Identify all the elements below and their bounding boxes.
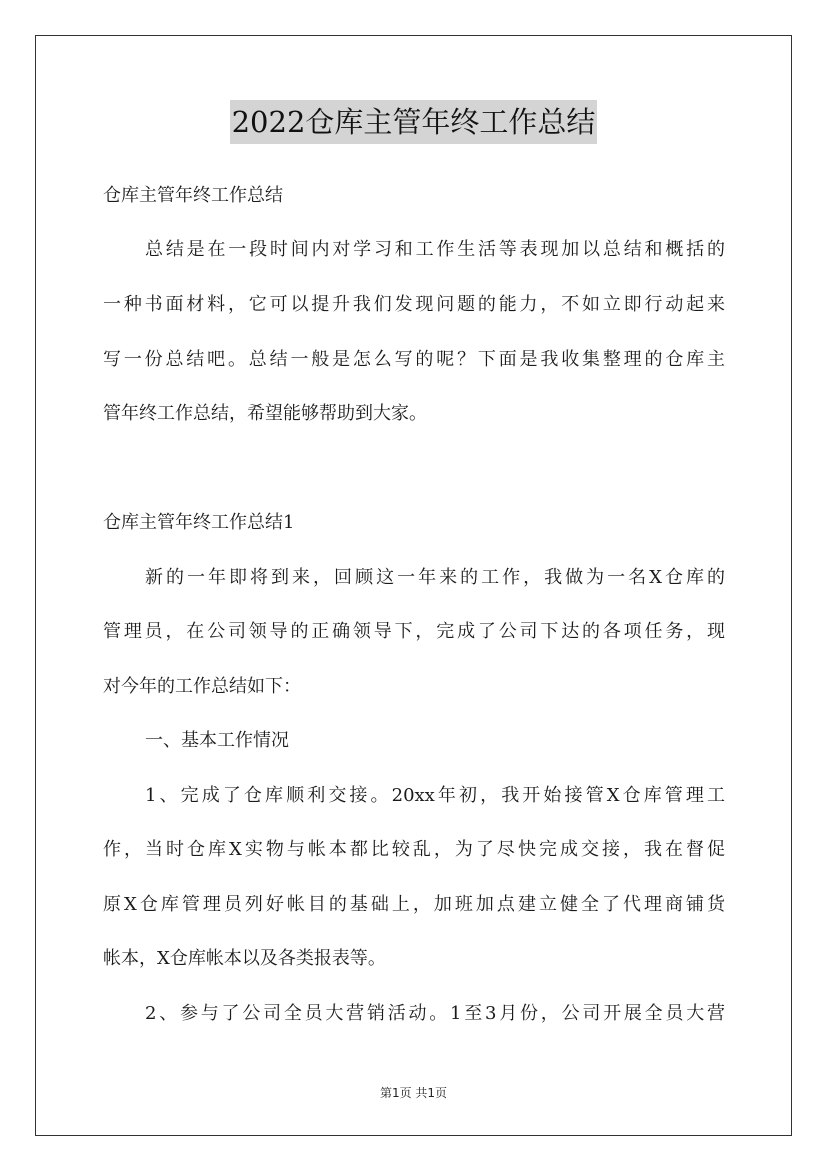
document-subtitle: 仓库主管年终工作总结 <box>103 185 283 206</box>
item1-line-2: 作，当时仓库X实物与帐本都比较乱，为了尽快完成交接，我在督促 <box>103 839 725 860</box>
section1-intro-line-2: 管理员，在公司领导的正确领导下，完成了公司下达的各项任务，现 <box>103 621 725 642</box>
intro-line-2: 一种书面材料，它可以提升我们发现问题的能力，不如立即行动起来 <box>103 294 725 315</box>
intro-line-4: 管年终工作总结，希望能够帮助到大家。 <box>103 403 427 424</box>
page-footer: 第1页 共1页 <box>379 1086 448 1100</box>
intro-line-1: 总结是在一段时间内对学习和工作生活等表现加以总结和概括的 <box>145 239 725 260</box>
item1-line-3: 原X仓库管理员列好帐目的基础上，加班加点建立健全了代理商铺货 <box>103 894 725 915</box>
subheading-basic-work: 一、基本工作情况 <box>145 730 289 751</box>
item1-line-1: 1、完成了仓库顺利交接。20xx年初，我开始接管X仓库管理工 <box>145 785 725 806</box>
item2-line-1: 2、参与了公司全员大营销活动。1至3月份，公司开展全员大营 <box>145 1003 725 1024</box>
section1-intro-line-1: 新的一年即将到来，回顾这一年来的工作，我做为一名X仓库的 <box>145 567 725 588</box>
section1-intro-line-3: 对今年的工作总结如下： <box>103 676 301 697</box>
document-title: 2022仓库主管年终工作总结 <box>230 100 598 144</box>
intro-line-3: 写一份总结吧。总结一般是怎么写的呢？下面是我收集整理的仓库主 <box>103 349 725 370</box>
title-container <box>0 100 827 144</box>
section1-heading: 仓库主管年终工作总结1 <box>103 512 295 533</box>
item1-line-4: 帐本，X仓库帐本以及各类报表等。 <box>103 948 386 969</box>
